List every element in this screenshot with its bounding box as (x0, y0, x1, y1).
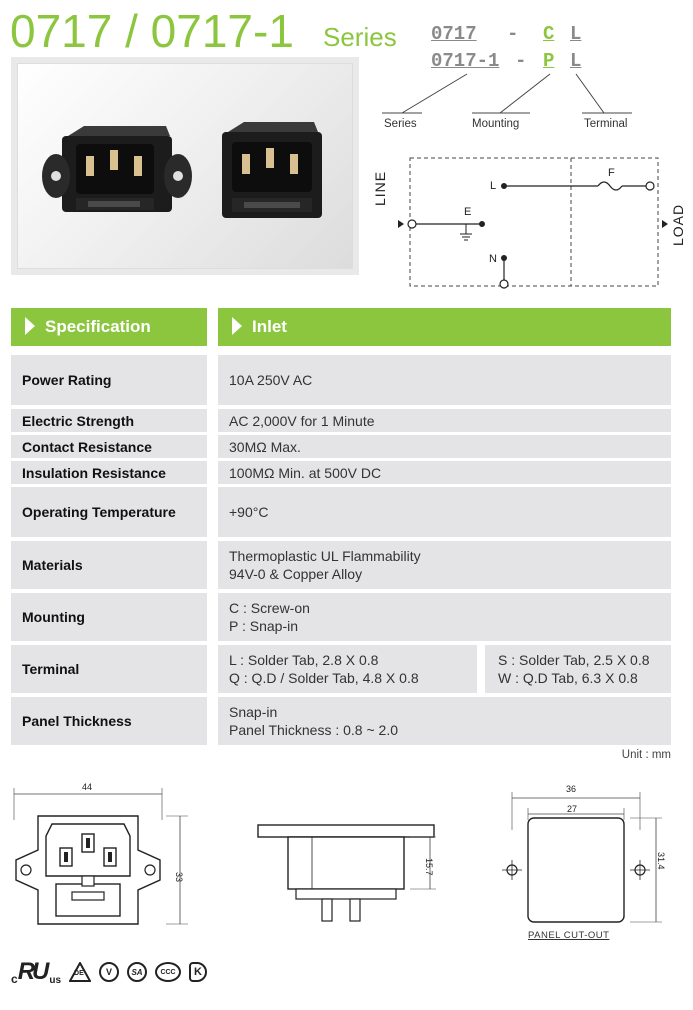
spec-label-operating-temperature: Operating Temperature (11, 487, 207, 537)
cutout-outer-dim: 36 (566, 784, 577, 794)
spec-value-terminal-left: L : Solder Tab, 2.8 X 0.8 Q : Q.D / Solder Tab, 4.8 X 0.8 (218, 645, 477, 693)
page-title: 0717 / 0717-1 (10, 5, 294, 57)
pn1-mounting-code: C (543, 23, 555, 45)
tab-inlet: Inlet (218, 308, 671, 346)
front-width-dim: 44 (82, 782, 93, 792)
circuit-load-label: LOAD (670, 203, 686, 246)
spec-value-terminal-right: S : Solder Tab, 2.5 X 0.8 W : Q.D Tab, 6.3 X 0.8 (485, 645, 671, 693)
circuit-f-label: F (608, 167, 615, 179)
part-number-leader-lines (370, 60, 670, 120)
spec-label-materials: Materials (11, 541, 207, 589)
pn1-terminal-code: L (570, 23, 582, 45)
spec-value-contact-resistance: 30MΩ Max. (218, 435, 671, 458)
cutout-height-dim: 31.4 (656, 852, 666, 870)
pn2-terminal-code: L (570, 50, 582, 72)
inlet-left-illustration (42, 126, 192, 212)
spec-value-operating-temperature: +90°C (218, 487, 671, 537)
kc-logo: K (189, 962, 207, 982)
cutout-inner-dim: 27 (567, 804, 578, 814)
label-series: Series (384, 118, 417, 130)
spec-value-materials: Thermoplastic UL Flammability 94V-0 & Copper Alloy (218, 541, 671, 589)
tab-specification: Specification (11, 308, 207, 346)
chevron-right-icon (25, 317, 35, 335)
spec-label-power-rating: Power Rating (11, 355, 207, 405)
circuit-n-label: N (489, 253, 497, 265)
spec-value-power-rating: 10A 250V AC (218, 355, 671, 405)
spec-value-electric-strength: AC 2,000V for 1 Minute (218, 409, 671, 432)
vde-circle-logo: V (99, 962, 119, 982)
page-subtitle: Series (323, 22, 397, 52)
spec-label-insulation-resistance: Insulation Resistance (11, 461, 207, 484)
circuit-l-label: L (490, 180, 497, 192)
product-photo-frame (17, 63, 353, 269)
certification-logos (11, 958, 207, 986)
csa-logo: SA (127, 962, 147, 982)
pn2-base: 0717-1 (431, 50, 500, 72)
spec-value-mounting: C : Screw-on P : Snap-in (218, 593, 671, 641)
panel-cutout-label: PANEL CUT-OUT (528, 930, 610, 941)
part-number-line-1 (431, 23, 477, 45)
pn1-dash: - (507, 23, 519, 45)
product-photo-image (18, 64, 352, 268)
pn2-dash: - (515, 50, 527, 72)
circuit-diagram (368, 150, 688, 300)
spec-value-panel-thickness: Snap-in Panel Thickness : 0.8 ~ 2.0 (218, 697, 671, 745)
spec-label-terminal: Terminal (11, 645, 207, 693)
ccc-logo: CCC (155, 962, 181, 982)
ul-mark-logo: c RU us (11, 958, 62, 986)
spec-label-electric-strength: Electric Strength (11, 409, 207, 432)
vde-triangle-logo: DE (69, 962, 91, 982)
circuit-e-label: E (464, 206, 472, 218)
label-mounting: Mounting (472, 118, 520, 130)
spec-label-mounting: Mounting (11, 593, 207, 641)
front-view-drawing (8, 780, 198, 930)
side-height-dim: 15.7 (424, 858, 434, 876)
front-height-dim: 33 (174, 872, 184, 883)
product-photo (11, 57, 359, 275)
spec-value-insulation-resistance: 100MΩ Min. at 500V DC (218, 461, 671, 484)
label-terminal: Terminal (584, 118, 628, 130)
pn1-base: 0717 (431, 23, 477, 45)
unit-note: Unit : mm (621, 749, 671, 761)
circuit-line-label: LINE (372, 170, 388, 206)
inlet-right-illustration (222, 122, 322, 218)
chevron-right-icon (232, 317, 242, 335)
pn2-mounting-code: P (543, 50, 555, 72)
panel-cutout-drawing (498, 790, 668, 935)
spec-label-contact-resistance: Contact Resistance (11, 435, 207, 458)
side-view-drawing (250, 815, 440, 935)
spec-label-panel-thickness: Panel Thickness (11, 697, 207, 745)
